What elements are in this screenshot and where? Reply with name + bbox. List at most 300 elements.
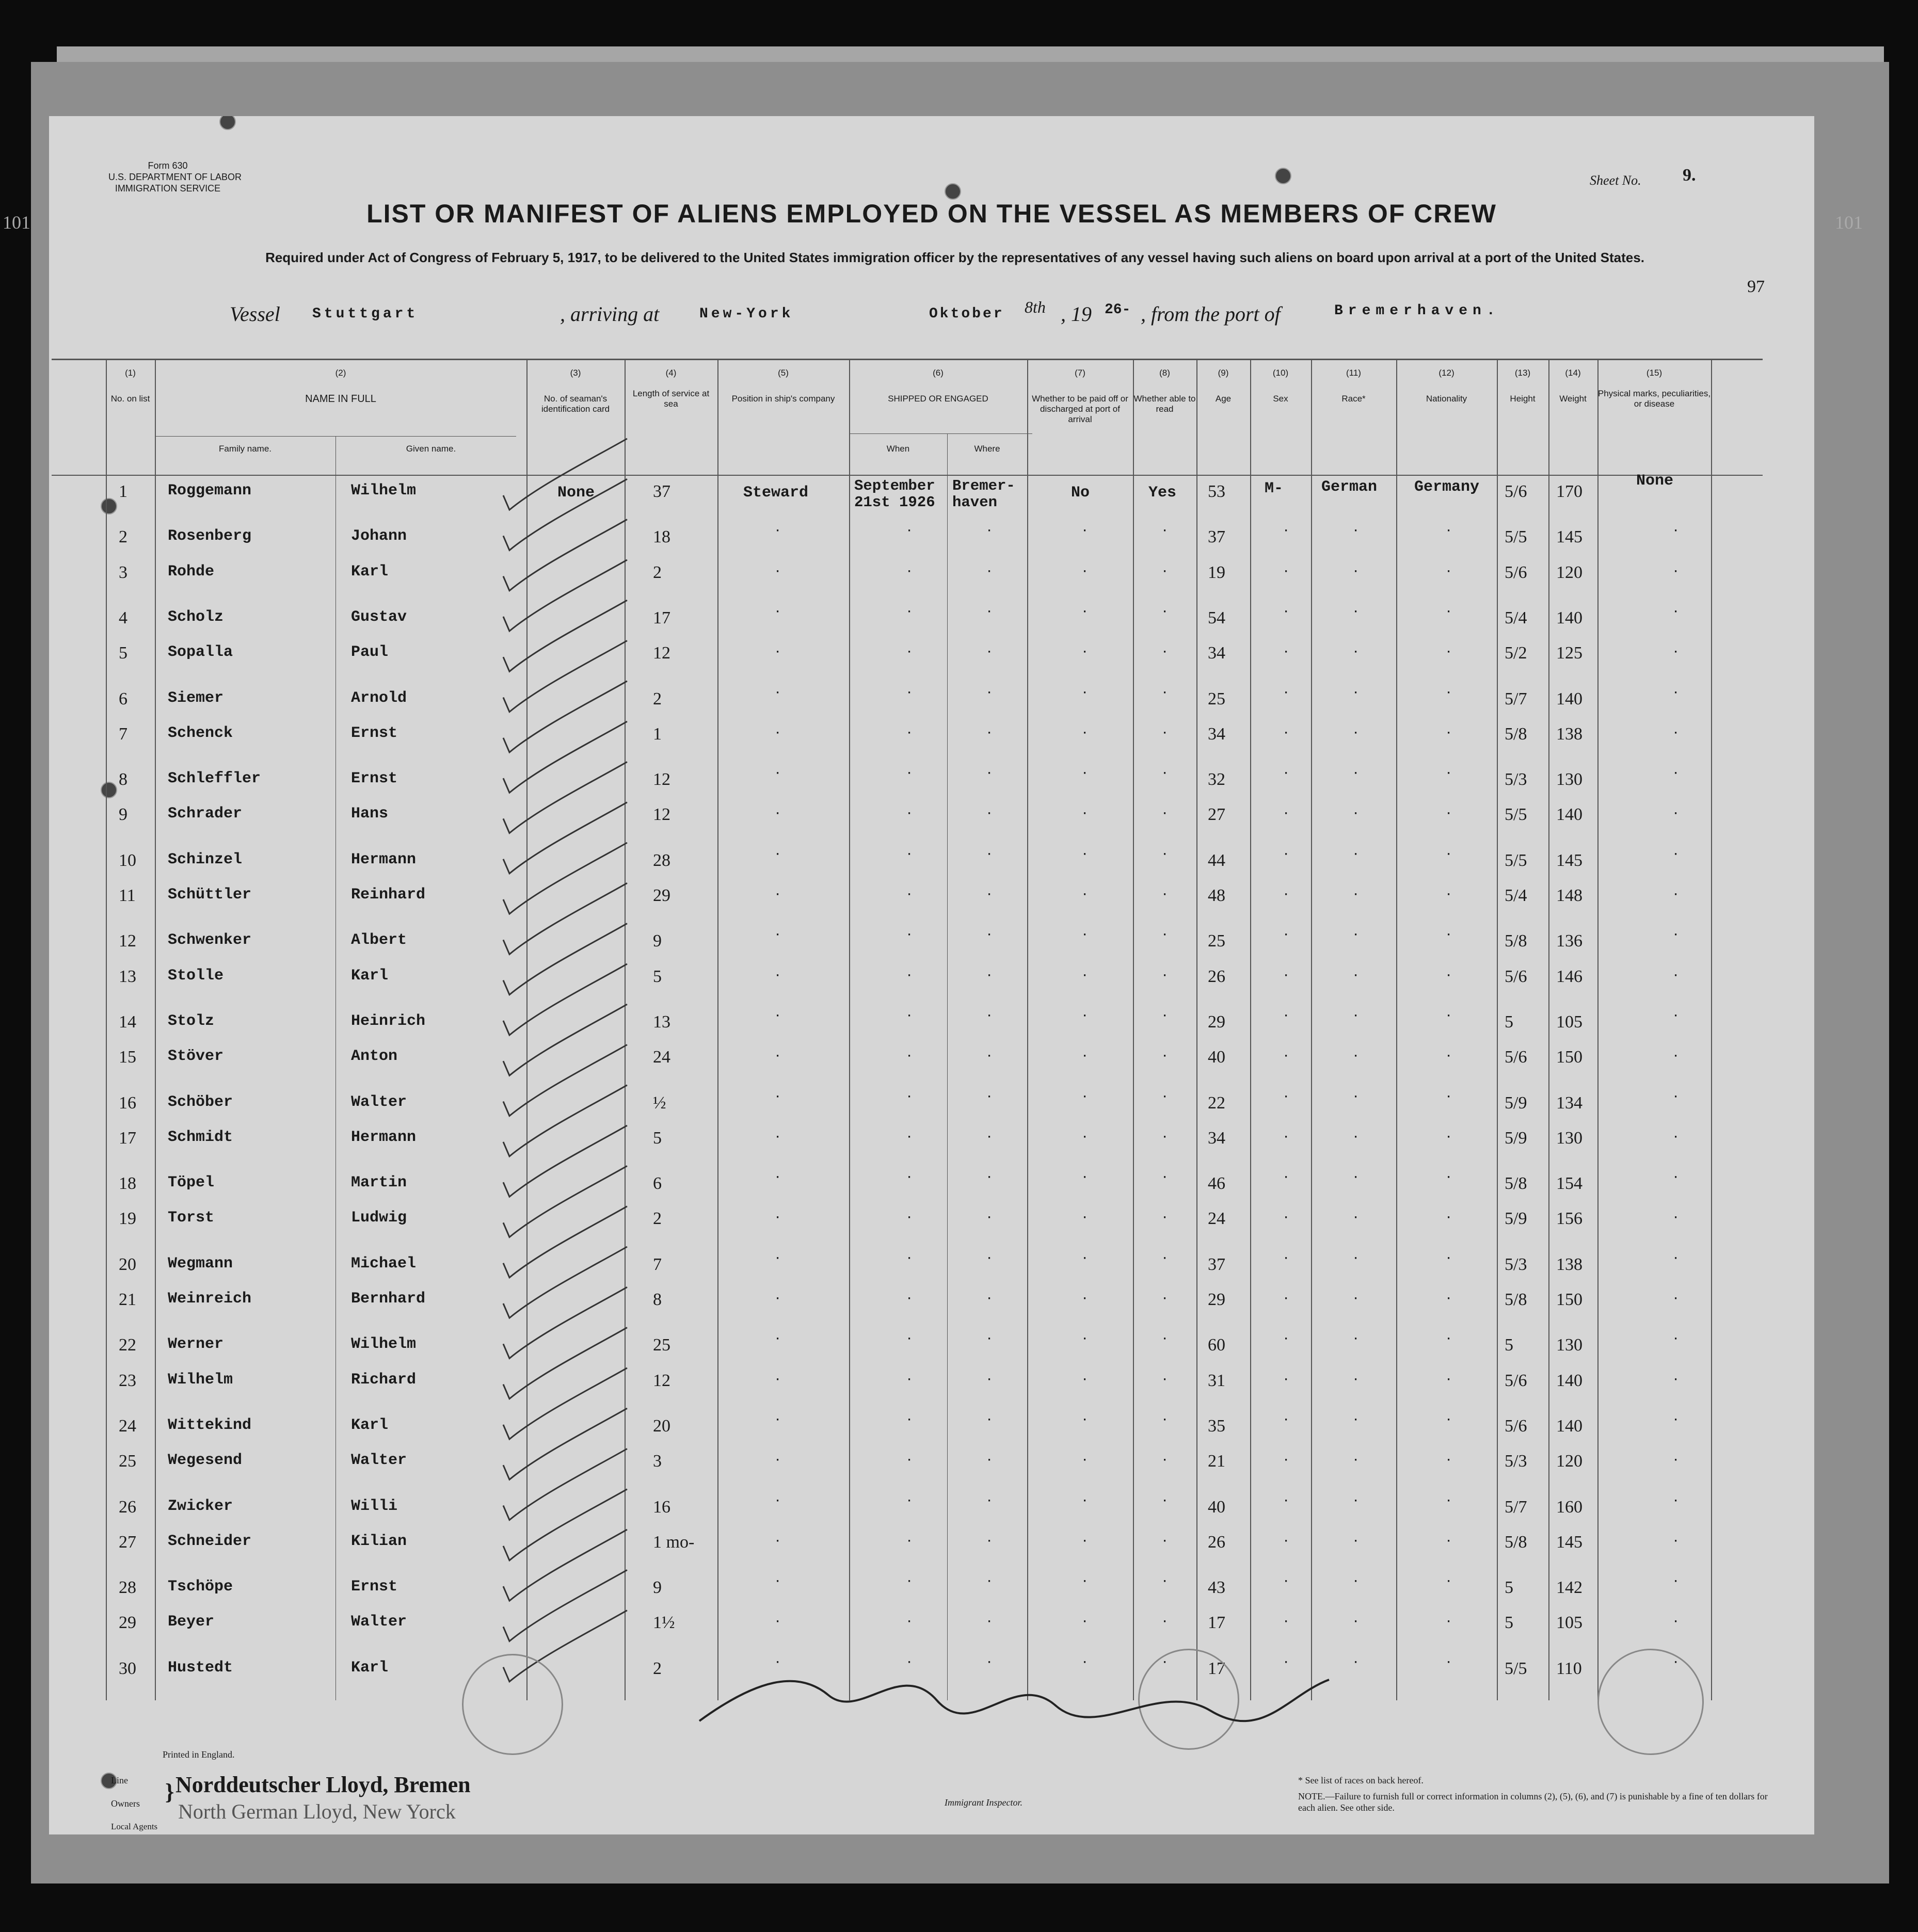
- weight: 146: [1556, 967, 1583, 986]
- ditto-mark: ·: [1081, 1292, 1089, 1305]
- given-name: Ernst: [351, 770, 398, 788]
- height: 5/9: [1505, 1093, 1527, 1113]
- given-name: Ludwig: [351, 1209, 407, 1227]
- margin-number-left: 101: [3, 212, 30, 233]
- given-name: Karl: [351, 562, 389, 581]
- row-number: 15: [119, 1048, 136, 1067]
- race-note: * See list of races on back hereof.: [1298, 1775, 1424, 1785]
- ditto-mark: ·: [1283, 1130, 1290, 1144]
- age: 34: [1208, 1128, 1225, 1148]
- given-name: Martin: [351, 1174, 407, 1192]
- first-row-when-1: September: [854, 477, 935, 494]
- service-length: 2: [653, 1659, 662, 1678]
- col-15-header: (15) Physical marks, peculiarities, or disease: [1597, 368, 1711, 409]
- row-number: 2: [119, 527, 127, 547]
- ditto-mark: ·: [1445, 807, 1452, 820]
- weight: 110: [1556, 1659, 1582, 1678]
- ditto-mark: ·: [1081, 928, 1089, 942]
- height: 5: [1505, 1335, 1513, 1355]
- weight: 160: [1556, 1497, 1583, 1517]
- form-header: Form 630 U.S. DEPARTMENT OF LABOR IMMIGRATION SERVICE: [108, 160, 242, 194]
- age: 32: [1208, 770, 1225, 790]
- row-number: 20: [119, 1254, 136, 1274]
- ditto-mark: ·: [1161, 807, 1169, 820]
- first-row-when-2: 21st 1926: [854, 494, 935, 511]
- age: 53: [1208, 482, 1225, 501]
- height: 5/8: [1505, 931, 1527, 951]
- owners-label: Owners: [111, 1798, 140, 1809]
- ditto-mark: ·: [1352, 726, 1360, 739]
- weight: 105: [1556, 1613, 1583, 1633]
- height: 5/7: [1505, 1497, 1527, 1517]
- ditto-mark: ·: [906, 888, 913, 901]
- ditto-mark: ·: [1352, 847, 1360, 861]
- ditto-mark: ·: [1161, 1171, 1169, 1184]
- ditto-mark: ·: [906, 646, 913, 659]
- ditto-mark: ·: [774, 1413, 781, 1426]
- ditto-mark: ·: [1081, 1251, 1089, 1265]
- ditto-mark: ·: [774, 686, 781, 699]
- ditto-mark: ·: [774, 969, 781, 982]
- check-mark: [503, 479, 627, 550]
- ditto-mark: ·: [1161, 1251, 1169, 1265]
- weight: 130: [1556, 1335, 1583, 1355]
- weight: 120: [1556, 562, 1583, 582]
- first-row-marks: None: [1636, 472, 1674, 490]
- service-length: 1 mo-: [653, 1532, 695, 1552]
- ditto-mark: ·: [1445, 1009, 1452, 1022]
- row-number: 25: [119, 1452, 136, 1471]
- ditto-mark: ·: [906, 1130, 913, 1144]
- ditto-mark: ·: [1161, 646, 1169, 659]
- weight: 170: [1556, 482, 1583, 501]
- height: 5: [1505, 1012, 1513, 1032]
- age: 26: [1208, 967, 1225, 986]
- ditto-mark: ·: [906, 1575, 913, 1588]
- check-mark: [503, 1368, 627, 1439]
- ditto-mark: ·: [906, 686, 913, 699]
- ditto-mark: ·: [986, 888, 993, 901]
- ditto-mark: ·: [1445, 726, 1452, 739]
- weight: 156: [1556, 1209, 1583, 1229]
- first-row-paid-off: No: [1071, 484, 1090, 502]
- ditto-mark: ·: [1672, 524, 1680, 538]
- ditto-mark: ·: [1081, 1373, 1089, 1386]
- weight: 148: [1556, 886, 1583, 905]
- given-name: Reinhard: [351, 886, 426, 904]
- weight: 145: [1556, 1532, 1583, 1552]
- row-number: 12: [119, 931, 136, 951]
- ditto-mark: ·: [1161, 1373, 1169, 1386]
- family-name: Wilhelm: [168, 1371, 233, 1389]
- ditto-mark: ·: [774, 1009, 781, 1022]
- family-name: Schneider: [168, 1532, 252, 1550]
- family-name: Schrader: [168, 805, 243, 823]
- ditto-mark: ·: [1081, 1171, 1089, 1184]
- ditto-mark: ·: [986, 1251, 993, 1265]
- ditto-mark: ·: [1283, 646, 1290, 659]
- ditto-mark: ·: [906, 1413, 913, 1426]
- ditto-mark: ·: [1283, 1454, 1290, 1467]
- ditto-mark: ·: [1161, 1454, 1169, 1467]
- ditto-mark: ·: [1445, 1575, 1452, 1588]
- ditto-mark: ·: [986, 1575, 993, 1588]
- ditto-mark: ·: [1352, 686, 1360, 699]
- family-name: Torst: [168, 1209, 215, 1227]
- ditto-mark: ·: [774, 767, 781, 780]
- ditto-mark: ·: [906, 1454, 913, 1467]
- check-mark: [503, 762, 627, 833]
- from-port-label: , from the port of: [1141, 302, 1281, 326]
- given-name: Richard: [351, 1371, 417, 1389]
- ditto-mark: ·: [986, 1413, 993, 1426]
- given-name: Ernst: [351, 724, 398, 742]
- check-mark: [503, 1206, 627, 1278]
- vessel-label: Vessel: [230, 302, 280, 326]
- family-name: Schöber: [168, 1093, 233, 1111]
- ditto-mark: ·: [986, 767, 993, 780]
- given-name: Wilhelm: [351, 1335, 417, 1354]
- ditto-mark: ·: [1445, 1211, 1452, 1225]
- ditto-mark: ·: [1081, 1655, 1089, 1669]
- ditto-mark: ·: [1352, 1090, 1360, 1103]
- row-number: 11: [119, 886, 136, 905]
- row-number: 16: [119, 1093, 136, 1113]
- weight: 140: [1556, 805, 1583, 825]
- ditto-mark: ·: [906, 969, 913, 982]
- family-name: Rosenberg: [168, 527, 252, 545]
- ditto-mark: ·: [1445, 888, 1452, 901]
- ditto-mark: ·: [906, 1494, 913, 1507]
- ditto-mark: ·: [1672, 1251, 1680, 1265]
- sheet-number: 9.: [1683, 166, 1696, 185]
- ditto-mark: ·: [1672, 1332, 1680, 1346]
- family-name: Scholz: [168, 608, 224, 626]
- height: 5/3: [1505, 770, 1527, 790]
- row-number: 27: [119, 1532, 136, 1552]
- ditto-mark: ·: [986, 565, 993, 578]
- ditto-mark: ·: [1283, 807, 1290, 820]
- line-label: Line: [111, 1775, 128, 1785]
- ditto-mark: ·: [1672, 1090, 1680, 1103]
- age: 34: [1208, 643, 1225, 663]
- ditto-mark: ·: [774, 1050, 781, 1063]
- row-number: 17: [119, 1128, 136, 1148]
- ditto-mark: ·: [986, 1655, 993, 1669]
- ditto-mark: ·: [774, 928, 781, 942]
- ditto-mark: ·: [1352, 1332, 1360, 1346]
- sheet-label: Sheet No.: [1590, 173, 1641, 188]
- row-number: 14: [119, 1012, 136, 1032]
- given-name: Albert: [351, 931, 407, 949]
- height: 5/6: [1505, 562, 1527, 582]
- check-mark: [503, 681, 627, 752]
- ditto-mark: ·: [1352, 605, 1360, 618]
- col-4-header: (4) Length of service at sea: [632, 368, 710, 409]
- row-number: 22: [119, 1335, 136, 1355]
- ditto-mark: ·: [1445, 1454, 1452, 1467]
- year-prefix: , 19: [1061, 302, 1092, 326]
- family-name: Stolz: [168, 1012, 215, 1030]
- ditto-mark: ·: [1161, 605, 1169, 618]
- age: 21: [1208, 1452, 1225, 1471]
- ditto-mark: ·: [1161, 1292, 1169, 1305]
- ditto-mark: ·: [1161, 1090, 1169, 1103]
- ditto-mark: ·: [1283, 888, 1290, 901]
- row-number: 4: [119, 608, 127, 627]
- ditto-mark: ·: [906, 1251, 913, 1265]
- check-mark: [503, 1408, 627, 1479]
- check-mark: [503, 1247, 627, 1318]
- ditto-mark: ·: [1672, 1534, 1680, 1548]
- ditto-mark: ·: [1161, 888, 1169, 901]
- ditto-mark: ·: [986, 1494, 993, 1507]
- row-number: 26: [119, 1497, 136, 1517]
- ditto-mark: ·: [1672, 1171, 1680, 1184]
- ditto-mark: ·: [1283, 1494, 1290, 1507]
- ditto-mark: ·: [1352, 646, 1360, 659]
- family-name: Hustedt: [168, 1659, 233, 1677]
- ditto-mark: ·: [1161, 847, 1169, 861]
- ditto-mark: ·: [1081, 686, 1089, 699]
- ditto-mark: ·: [1161, 1534, 1169, 1548]
- weight: 145: [1556, 527, 1583, 547]
- service-length: 13: [653, 1012, 670, 1032]
- weight: 140: [1556, 1371, 1583, 1390]
- row-number: 7: [119, 724, 127, 744]
- height: 5: [1505, 1578, 1513, 1598]
- ditto-mark: ·: [1352, 1413, 1360, 1426]
- ditto-mark: ·: [774, 605, 781, 618]
- ditto-mark: ·: [1081, 646, 1089, 659]
- ditto-mark: ·: [986, 646, 993, 659]
- age: 34: [1208, 724, 1225, 744]
- age: 25: [1208, 689, 1225, 709]
- ditto-mark: ·: [1445, 524, 1452, 538]
- given-name: Walter: [351, 1093, 407, 1111]
- service-length: 20: [653, 1416, 670, 1436]
- age: 60: [1208, 1335, 1225, 1355]
- age: 19: [1208, 562, 1225, 582]
- ditto-mark: ·: [906, 1171, 913, 1184]
- ditto-mark: ·: [774, 1575, 781, 1588]
- ditto-mark: ·: [1161, 1211, 1169, 1225]
- ditto-mark: ·: [1161, 1050, 1169, 1063]
- ditto-mark: ·: [906, 524, 913, 538]
- ditto-mark: ·: [1352, 888, 1360, 901]
- service-length: 2: [653, 689, 662, 709]
- document-title: LIST OR MANIFEST OF ALIENS EMPLOYED ON THE VESSEL AS MEMBERS OF CREW: [366, 199, 1497, 228]
- height: 5/6: [1505, 967, 1527, 986]
- ditto-mark: ·: [986, 1090, 993, 1103]
- ditto-mark: ·: [1445, 1130, 1452, 1144]
- ditto-mark: ·: [1081, 1211, 1089, 1225]
- service-length: 1: [653, 724, 662, 744]
- family-name: Schmidt: [168, 1128, 233, 1146]
- row-number: 9: [119, 805, 127, 825]
- given-name: Michael: [351, 1254, 417, 1273]
- weight: 154: [1556, 1174, 1583, 1194]
- weight: 105: [1556, 1012, 1583, 1032]
- penalty-note: NOTE.—Failure to furnish full or correct information in columns (2), (5), (6), and (7) is punishable by a fine of ten dollars for each alien. See other side.: [1298, 1791, 1768, 1813]
- check-mark: [503, 1166, 627, 1237]
- first-row-card: None: [557, 484, 595, 502]
- col-12-header: (12) Nationality: [1426, 368, 1467, 404]
- ditto-mark: ·: [1081, 847, 1089, 861]
- given-name: Wilhelm: [351, 482, 417, 500]
- arrival-port: New-York: [699, 306, 794, 322]
- ditto-mark: ·: [1352, 1292, 1360, 1305]
- first-row-where-1: Bremer-: [952, 477, 1015, 494]
- row-number: 1: [119, 482, 127, 501]
- age: 29: [1208, 1012, 1225, 1032]
- ditto-mark: ·: [906, 605, 913, 618]
- document-subtitle: Required under Act of Congress of February 5, 1917, to be delivered to the United States immigration officer by the representatives of any vessel having such aliens on board upon arrival at a port of the United States.: [265, 250, 1644, 265]
- ditto-mark: ·: [1445, 767, 1452, 780]
- ditto-mark: ·: [1445, 1251, 1452, 1265]
- ditto-mark: ·: [1352, 928, 1360, 942]
- check-mark: [503, 1530, 627, 1601]
- bracket: }: [165, 1779, 174, 1805]
- ditto-mark: ·: [774, 1292, 781, 1305]
- age: 48: [1208, 886, 1225, 905]
- weight: 142: [1556, 1578, 1583, 1598]
- row-number: 28: [119, 1578, 136, 1598]
- ditto-mark: ·: [1445, 1413, 1452, 1426]
- handwritten-checkmarks: [49, 116, 1814, 1834]
- ditto-mark: ·: [774, 1655, 781, 1669]
- vessel-name: Stuttgart: [312, 306, 419, 322]
- family-name: Tschöpe: [168, 1578, 233, 1596]
- ditto-mark: ·: [1352, 969, 1360, 982]
- ditto-mark: ·: [1283, 1655, 1290, 1669]
- age: 22: [1208, 1093, 1225, 1113]
- ditto-mark: ·: [774, 1130, 781, 1144]
- ditto-mark: ·: [986, 1454, 993, 1467]
- ditto-mark: ·: [1672, 1494, 1680, 1507]
- height: 5/5: [1505, 527, 1527, 547]
- given-name: Walter: [351, 1452, 407, 1470]
- given-name: Johann: [351, 527, 407, 545]
- height: 5/3: [1505, 1254, 1527, 1274]
- ditto-mark: ·: [1672, 1211, 1680, 1225]
- ditto-mark: ·: [1161, 1655, 1169, 1669]
- service-length: 8: [653, 1290, 662, 1309]
- ditto-mark: ·: [1445, 565, 1452, 578]
- weight: 130: [1556, 770, 1583, 790]
- ditto-mark: ·: [774, 726, 781, 739]
- given-name: Karl: [351, 967, 389, 985]
- ditto-mark: ·: [906, 565, 913, 578]
- family-name-header: Family name.: [218, 444, 272, 454]
- ditto-mark: ·: [1672, 1575, 1680, 1588]
- family-name: Wegmann: [168, 1254, 233, 1273]
- given-name: Gustav: [351, 608, 407, 626]
- ditto-mark: ·: [1081, 1050, 1089, 1063]
- check-mark: [503, 560, 627, 631]
- height: 5/7: [1505, 689, 1527, 709]
- ditto-mark: ·: [774, 1171, 781, 1184]
- inspector-label: Immigrant Inspector.: [945, 1797, 1022, 1808]
- ditto-mark: ·: [1352, 1009, 1360, 1022]
- ditto-mark: ·: [1283, 686, 1290, 699]
- age: 44: [1208, 850, 1225, 870]
- given-name: Hans: [351, 805, 389, 823]
- col-8-header: (8) Whether able to read: [1133, 368, 1196, 414]
- height: 5/9: [1505, 1128, 1527, 1148]
- ditto-mark: ·: [1672, 888, 1680, 901]
- ditto-mark: ·: [1161, 565, 1169, 578]
- given-name: Heinrich: [351, 1012, 426, 1030]
- col-1-header: (1) No. on list: [110, 368, 150, 404]
- age: 37: [1208, 527, 1225, 547]
- ditto-mark: ·: [1081, 1009, 1089, 1022]
- given-name: Willi: [351, 1497, 398, 1515]
- ditto-mark: ·: [774, 847, 781, 861]
- ditto-mark: ·: [1672, 1050, 1680, 1063]
- ditto-mark: ·: [1161, 928, 1169, 942]
- family-name: Roggemann: [168, 482, 252, 500]
- family-name: Schleffler: [168, 770, 261, 788]
- given-name: Karl: [351, 1416, 389, 1434]
- ditto-mark: ·: [986, 524, 993, 538]
- first-row-read: Yes: [1148, 484, 1177, 502]
- check-mark: [503, 520, 627, 591]
- ditto-mark: ·: [774, 1332, 781, 1346]
- ditto-mark: ·: [1161, 524, 1169, 538]
- service-length: 12: [653, 770, 670, 790]
- arriving-label: , arriving at: [560, 302, 660, 326]
- service-length: 9: [653, 931, 662, 951]
- col-3-header: (3) No. of seaman's identification card: [541, 368, 610, 414]
- ditto-mark: ·: [1672, 807, 1680, 820]
- arrival-month: Oktober: [929, 306, 1004, 322]
- ditto-mark: ·: [774, 1211, 781, 1225]
- service-length: 12: [653, 1371, 670, 1390]
- page-number: 97: [1747, 277, 1765, 296]
- ditto-mark: ·: [1352, 565, 1360, 578]
- height: 5/4: [1505, 608, 1527, 627]
- ditto-mark: ·: [1081, 1454, 1089, 1467]
- height: 5/8: [1505, 724, 1527, 744]
- ditto-mark: ·: [1445, 1090, 1452, 1103]
- ditto-mark: ·: [1672, 726, 1680, 739]
- service-length: 37: [653, 482, 670, 501]
- ditto-mark: ·: [1161, 767, 1169, 780]
- ditto-mark: ·: [1081, 1494, 1089, 1507]
- check-mark: [503, 439, 627, 510]
- ditto-mark: ·: [1672, 605, 1680, 618]
- family-name: Weinreich: [168, 1290, 252, 1308]
- check-mark: [503, 1449, 627, 1520]
- ditto-mark: ·: [986, 1130, 993, 1144]
- service-length: 7: [653, 1254, 662, 1274]
- ditto-mark: ·: [986, 605, 993, 618]
- ditto-mark: ·: [1283, 1373, 1290, 1386]
- ditto-mark: ·: [774, 888, 781, 901]
- family-name: Stolle: [168, 967, 224, 985]
- consulate-stamp: [1597, 1649, 1704, 1755]
- age: 17: [1208, 1613, 1225, 1633]
- ditto-mark: ·: [906, 1090, 913, 1103]
- check-mark: [503, 1328, 627, 1399]
- age: 26: [1208, 1532, 1225, 1552]
- given-name: Karl: [351, 1659, 389, 1677]
- height: 5/5: [1505, 805, 1527, 825]
- ditto-mark: ·: [1283, 1009, 1290, 1022]
- ditto-mark: ·: [1081, 1575, 1089, 1588]
- given-name: Bernhard: [351, 1290, 426, 1308]
